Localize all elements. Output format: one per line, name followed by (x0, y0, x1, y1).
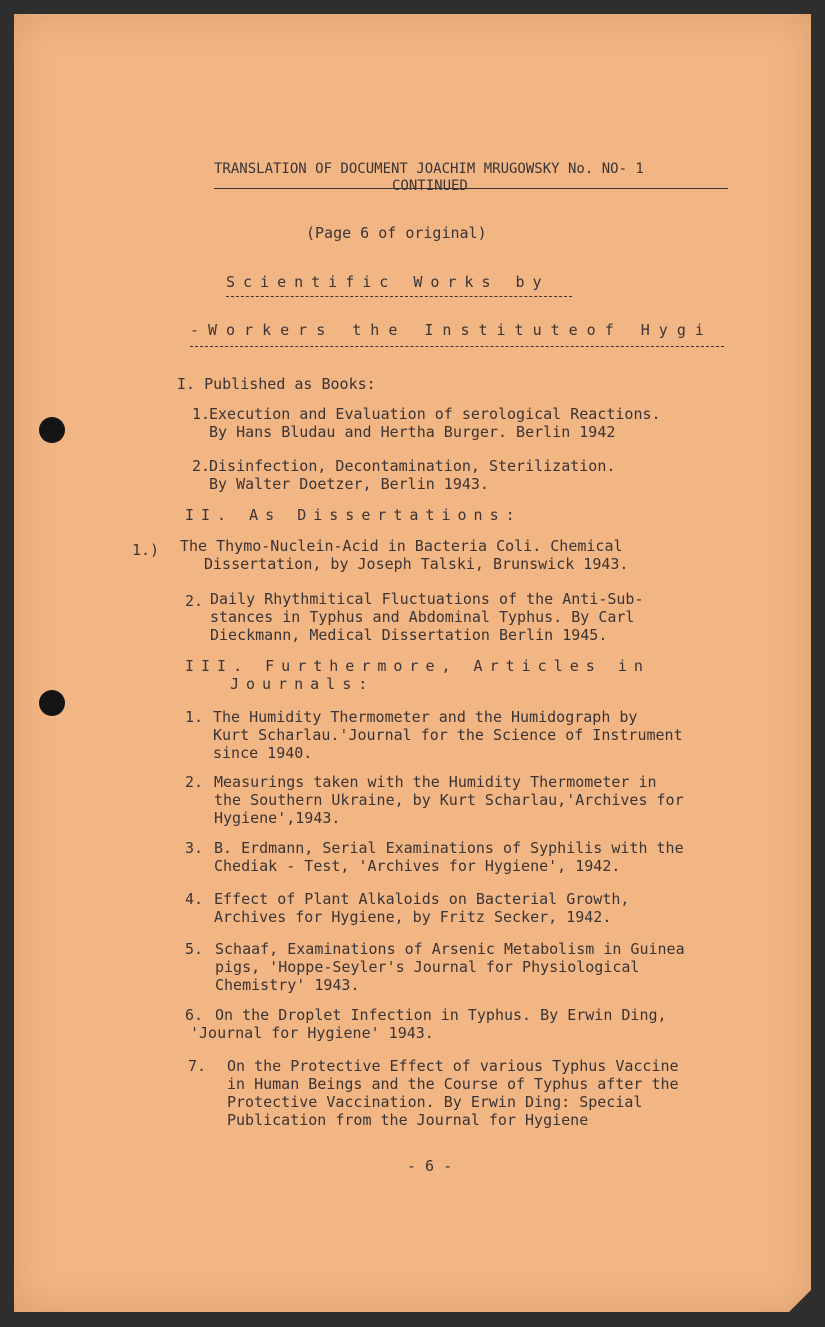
item-line: Chemistry' 1943. (215, 976, 360, 994)
item-number: 1. (192, 405, 211, 423)
heading-underline-1 (226, 296, 572, 297)
punch-hole-lower (39, 690, 65, 716)
item-number: 2. (192, 457, 211, 475)
page-reference: (Page 6 of original) (306, 224, 487, 242)
item-number: 2. (185, 592, 204, 610)
item-line: B. Erdmann, Serial Examinations of Syphilis with the (214, 839, 684, 857)
section-3-title-cont: Journals: (230, 675, 375, 693)
item-line: the Southern Ukraine, by Kurt Scharlau,'Archives for (214, 791, 684, 809)
item-line: since 1940. (213, 744, 313, 762)
item-line: Chediak - Test, 'Archives for Hygiene', 1942. (214, 857, 621, 875)
item-number: 6. (185, 1006, 204, 1024)
heading-underline-2 (190, 346, 724, 347)
item-number: 1.) (132, 541, 160, 559)
item-line: Kurt Scharlau.'Journal for the Science of Instrument (213, 726, 683, 744)
item-line: Execution and Evaluation of serological Reactions. (209, 405, 661, 423)
item-line: Effect of Plant Alkaloids on Bacterial Growth, (214, 890, 630, 908)
punch-hole-upper (39, 417, 65, 443)
item-number: 5. (185, 940, 204, 958)
item-line: The Thymo-Nuclein-Acid in Bacteria Coli. Chemical (180, 537, 623, 555)
heading-line-1: Scientific Works by (226, 273, 550, 291)
item-line: Publication from the Journal for Hygiene (227, 1111, 589, 1129)
item-line: By Hans Bludau and Hertha Burger. Berlin 1942 (209, 423, 616, 441)
page-number: - 6 - (407, 1157, 453, 1175)
item-line: Dieckmann, Medical Dissertation Berlin 1945. (210, 626, 608, 644)
header-underline (214, 188, 728, 189)
item-line: Archives for Hygiene, by Fritz Secker, 1942. (214, 908, 612, 926)
document-title: TRANSLATION OF DOCUMENT JOACHIM MRUGOWSKY No. NO- 1 (214, 161, 644, 177)
item-line: By Walter Doetzer, Berlin 1943. (209, 475, 489, 493)
item-line: The Humidity Thermometer and the Humidograph by (213, 708, 638, 726)
item-line: Schaaf, Examinations of Arsenic Metabolism in Guinea (215, 940, 685, 958)
item-line: 'Journal for Hygiene' 1943. (190, 1024, 434, 1042)
section-3-title: III. Furthermore, Articles in (185, 657, 650, 675)
torn-corner (789, 1290, 811, 1312)
item-line: pigs, 'Hoppe-Seyler's Journal for Physiological (215, 958, 640, 976)
heading-line-2: -Workers the Instituteof Hygi (190, 321, 713, 339)
item-line: Hygiene',1943. (214, 809, 341, 827)
item-number: 2. (185, 773, 204, 791)
item-line: On the Droplet Infection in Typhus. By Erwin Ding, (215, 1006, 667, 1024)
item-line: Daily Rhythmitical Fluctuations of the Anti-Sub- (210, 590, 644, 608)
item-line: stances in Typhus and Abdominal Typhus. By Carl (210, 608, 635, 626)
item-line: Measurings taken with the Humidity Thermometer in (214, 773, 657, 791)
item-number: 4. (185, 890, 204, 908)
document-subtitle: CONTINUED (392, 178, 468, 194)
section-1-title: I. Published as Books: (177, 375, 376, 393)
item-line: Disinfection, Decontamination, Sterilization. (209, 457, 616, 475)
section-2-title: II. As Dissertations: (185, 506, 522, 524)
item-line: On the Protective Effect of various Typhus Vaccine (227, 1057, 679, 1075)
item-line: Protective Vaccination. By Erwin Ding: Special (227, 1093, 643, 1111)
item-number: 7. (188, 1057, 207, 1075)
item-line: Dissertation, by Joseph Talski, Brunswick 1943. (204, 555, 629, 573)
item-number: 1. (185, 708, 204, 726)
document-page (14, 14, 811, 1312)
item-number: 3. (185, 839, 204, 857)
item-line: in Human Beings and the Course of Typhus after the (227, 1075, 679, 1093)
